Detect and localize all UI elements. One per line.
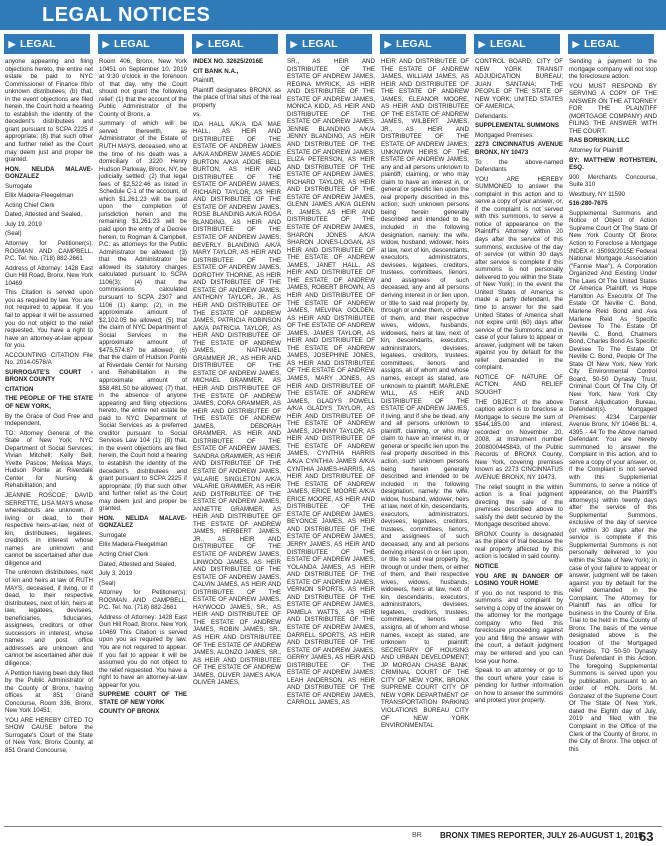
notice-paragraph: This Citation is served upon you as required by law. You are not required to appear. If you fail to appear it will be assumed you do not object to the relief requested. You have a right to have an attorney-at-law appear for you. bbox=[5, 289, 93, 350]
footer-rule bbox=[4, 826, 662, 827]
notice-paragraph: Speak to an attorney or go to the court where your case is pending for further information on how to answer the summons and protect your property. bbox=[475, 667, 563, 705]
page-number: 63 bbox=[639, 829, 654, 844]
notice-paragraph: Room 406, Bronx, New York 10451 on September 10, 2019 at 9:30 o'clock in the forenoon of that day, why the Court should not grant the following relief: (1) that the account of the Public Administrator of the County of Bronx, a bbox=[99, 58, 187, 118]
notice-column-5 bbox=[381, 58, 469, 824]
notice-paragraph: Westbury, NY 11590 bbox=[569, 190, 625, 198]
notice-paragraph: Defendants. bbox=[475, 112, 509, 120]
column-headings bbox=[0, 34, 666, 54]
notice-paragraph: 2273 CINCINNATUS AVENUE BRONX, NY 10473 bbox=[475, 141, 563, 157]
notice-paragraph: If you do not respond to this summons and complaint by serving a copy of the answer on the attorney for the mortgage company who filed this foreclosure proceeding against you and filing the answer with the court, a default judgment may be entered and you can lose your home. bbox=[475, 589, 563, 665]
notice-paragraph: IDA HALL A/K/A IDA MAE HALL, AS HEIR AND DISTRIBUTEE OF THE ESTATE OF ANDREW JAMES A/K/A ANDREW JAMES ADDIE BURTON A/K/A ADDIE BELL BURTON, AS HEIR AND DISTRIBUTEE OF THE ESTATE OF ANDREW JAMES, RICHARD TAYLOR, AS HEIR AND DISTRIBUTEE OF THE ESTATE OF ANDREW JAMES, ROSE BLANDING A/K/A ROSA BLANDING, AS HEIR AND DISTRIBUTEE OF THE ESTATE OF ANDREW JAMES; BEVERLY BLANDING A/K/A MARY TAYLOR, AS HEIR AND DISTRIBUTEE OF THE ESTATE OF ANDREW JAMES, DOROTHY THORNE, AS HEIR AND DISTRIBUTEE OF THE ESTATE OF ANDREW JAMES, ANTHONY TAYLOR, JR., AS HEIR AND DISTRIBUTEE OF THE ESTATE OF ANDREW JAMES, PATRICIA ROBINSON A/K/A PATRICIA TAYLOR, AS HEIR AND DISTRIBUTEE OF THE ESTATE OF ANDREW JAMES, NATHANIEL GRAMMER JR., AS HEIR AND DISTRIBUTEE OF THE ESTATE OF ANDREW JAMES, MICHAEL GRAMMER, AS HEIR AND DISTRIBUTEE OF THE ESTATE OF ANDREW JAMES, CORA GRAMMER, AS HEIR AND DISTRIBUTEE OF THE ESTATE OF ANDREW JAMES, DEBORAH GRAMMER, AS HEIR AND DISTRIBUTEE OF THE ESTATE OF ANDREW JAMES, SANDRA GRAMMER, AS HEIR AND DISTRIBUTEE OF THE ESTATE OF ANDREW JAMES, VALARIE SINGLETON A/K/A VALARIE GRAMMER, AS HEIR AND DISTRIBUTEE OF THE ESTATE OF ANDREW JAMES, ANNETTE GRAMMER, AS HEIR AND DISTRIBUTEE OF THE ESTATE OF ANDREW JAMES, HERBERT JAMES, JR., AS HEIR AND DISTRIBUTEE OF THE ESTATE OF ANDREW JAMES, LINWOOD JAMES, AS HEIR AND DISTRIBUTEE OF THE ESTATE OF ANDREW JAMES, CALVIN JAMES, AS HEIR AND DISTRIBUTEE OF THE ESTATE OF ANDREW JAMES, HAYWOOD JAMES, SR., AS HEIR AND DISTRIBUTEE OF THE ESTATE OF ANDREW JAMES, ROBIN JAMES, SR., AS HEIR AND DISTRIBUTEE OF THE ESTATE OF ANDREW JAMES, ALONZO JAMES, SR., AS HEIR AND DISTRIBUTEE OF THE ESTATE OF ANDREW JAMES, OLIVER JAMES A/K/A OLIVER JAMES, bbox=[193, 120, 281, 687]
notice-paragraph: COUNTY OF BRONX bbox=[99, 708, 160, 716]
notice-paragraph: TO: Attorney General of the State of New York; NYC Department of Social Services; Vivian Mitchell; Kelly Bell; Yvette Pascoe; Melissa Mays; Hudson Pointe at Riverdale Center for Nursing & Rehabilitation; and bbox=[5, 429, 93, 490]
notice-paragraph: YOU ARE HEREBY SUMMONED to answer the complaint in this action and to serve a copy of your answer, or, if the complaint is not served with this summons, to serve a notice of appearance on the Plaintiff's Attorney within 20 days after the service of this summons, exclusive of the day of service (or within 30 days after service is complete if this summons is not personally delivered to you within the State of New York); in the event the United States of America is made a party defendant, the time to answer for the said United States of America shall not expire until (60) days after service of the Summons; and in case of your failure to appear or answer, judgment will be taken against you by default for the relief demanded in the complaint. bbox=[475, 175, 563, 372]
column-heading-5: ▶ LEGAL bbox=[380, 34, 466, 54]
notice-paragraph: 516-280-7675 bbox=[569, 200, 608, 208]
notice-paragraph: (Seal) bbox=[5, 230, 22, 238]
notice-paragraph: Ellix Madera-Fleegelman bbox=[5, 192, 74, 200]
column-heading-6: ▶ LEGAL bbox=[474, 34, 560, 54]
notice-paragraph: NOTICE bbox=[475, 563, 499, 570]
notice-paragraph: INDEX NO. 32625/2016E bbox=[193, 58, 264, 65]
notice-paragraph: CIT BANK N.A., bbox=[193, 67, 239, 75]
legal-notices-banner bbox=[0, 0, 666, 30]
notice-paragraph: YOU ARE IN DANGER OF LOSING YOUR HOME bbox=[475, 572, 563, 588]
notice-paragraph: ACCOUNTING CITATION File No. 2014-0578/A bbox=[5, 351, 93, 367]
notice-paragraph: SUPREME COURT OF THE STATE OF NEW YORK bbox=[99, 691, 187, 706]
notice-paragraph: Sending a payment to the mortgage company will not stop the foreclosure action. bbox=[569, 58, 657, 81]
column-heading-3: ▶ LEGAL bbox=[192, 34, 278, 54]
notice-paragraph: Dated, Attested and Sealed, bbox=[99, 560, 177, 568]
footer-publication: BRONX TIMES REPORTER, JULY 26-AUGUST 1, 2019 bbox=[440, 831, 643, 840]
arrow-icon: ▶ bbox=[196, 39, 204, 49]
notice-paragraph: Attorney for Petitioner(s): ROGMAN AND CAMPBELL, P.C. Tel. No. (718) 882-2661 bbox=[99, 589, 187, 612]
notice-column-7 bbox=[569, 58, 657, 824]
notice-paragraph: Supplemental Summons and Notice of Object of Action Supreme Court Of The State Of New York County Of Bronx Action to Foreclose a Mortgage INDEX #: 35093/2015E Federal National Mortgage Association ("Fannie Mae"), A Corporation Organized And Existing Under The Laws Of The United States Of America Plaintiff, vs Hope Hamilton As Executrix Of The Estate Of Neville C. Bond, Marlene Reid Bond and Ava Marlene Reid As Specific Devisee To The Estate Of Neville C. Bond, Chalmers Bond, Charles Bond As Specific Devisee To The Estate Of Neville C. Bond, People Of The State Of New York, New York City Environmental Control Board, 50-50 Dynasty Trust, Criminal Court Of The City Of New York, New York City Transit Adjudication Bureau, Defendant(s). Mortgaged Premises: 4234 Carpenter Avenue Bronx, NY 10466 BL: 4, 4395 - 44 To the Above named Defendant: You are hereby summoned to answer the Complaint in this action, and to serve a copy of your answer, or, if the Complaint is not served with this Supplemental Summons, to serve a notice of appearance, on the Plaintiff's attorney(s) within twenty days after the service of this Supplemental Summons, exclusive of the day of service (or within 30 days after the service is complete if this Supplemental Summons is not personally delivered to you within the State of New York); in case of your failure to appear or answer, judgment will be taken against you by default for the relief demanded in the Complaint. The Attorney for Plaintiff has an office for business in the County of Erie. Trial to be held in the County of Bronx. The basis of the venue designated above is the location of the Mortgaged Premises. TO 50-50 Dynasty Trust Defendant in this Action. The foregoing Supplemental Summons is served upon you by publication, pursuant to an order of HON. Doris M. Gonzalez of the Supreme Court Of The State Of New York, dated the Eighth day of July, 2019 and filed with the Complaint in the Office of the Clerk of the County of Bronx, in the City of Bronx. The object of this bbox=[569, 209, 657, 753]
notice-paragraph: YOU ARE HEREBY CITED TO SHOW CAUSE before the Surrogate's Court of the State of New York, Bronx County, at 851 Grand Concourse, bbox=[5, 716, 93, 755]
notice-paragraph: THE OBJECT of the above caption action is to foreclose a Mortgage to secure the sum of $544,185.00 and interest, recorded on November 20, 2008, at Instrument number 2008000445843, of the Public Records of BRONX County, New York, covering premises known as 2273 CINCINNATUS AVENUE BRONX, NY 10473. bbox=[475, 398, 563, 481]
notice-column-3 bbox=[193, 58, 281, 824]
notice-paragraph: Ellix Madera-Fleegelman bbox=[99, 541, 168, 549]
notice-paragraph: THE PEOPLE OF THE STATE OF NEW YORK, bbox=[5, 395, 93, 410]
notice-paragraph: HON. NELIDA MALAVE-GONZALEZ bbox=[99, 514, 187, 530]
arrow-icon: ▶ bbox=[8, 39, 16, 49]
notice-paragraph: CONTROL BOARD; CITY OF NEW YORK TRANSIT ADJUDICATION BUREAU; JUAN SANTANA; THE PEOPLE OF THE STATE OF NEW YORK; UNITED STATES OF AMERICA; bbox=[475, 58, 563, 111]
notice-paragraph: Plaintiff designates BRONX as the place of trial situs of the real property bbox=[193, 86, 281, 109]
notice-paragraph: By the Grace of God Free and Independent, bbox=[5, 412, 93, 428]
notice-paragraph: summary of which will be served therewith, as Administrator of the Estate of RUTH MAYS, deceased, who at the time of his death was a domiciliary of 3220 Henry Hudson Parkway, Bronx, NY, be judicially settled; (2) that legal fees of $2,522.46 as listed in Schedule C-1 of the account, of which $1,261.23 will be paid upon the completion of jurisdiction herein and the remaining $1,261.23 will be paid upon the entry of a Decree herein, to Rogman & Campbell, P.C. as attorneys for the Public Administrator be allowed; (3) that the Administrator be allowed its statutory charges calculated pursuant to SCPA 1106(3); (4) that the commissions calculated pursuant to SCPA 2307 and 1106 (1) &amp; (2), in the approximate amount of $2,102.05 be allowed; (5) that the claim of NYC Department of Social Services in the approximate amount of $475,574.87 be allowed; (6) that the claim of Hudson Pointe at Riverdale Center for Nursing and Rehabilitation in the approximate amount of $58,481.50 be allowed; (7) that, in the absence of anyone appearing and filing objections hereto, the entire net estate be paid to NYC Department of Social Services as a preferred creditor pursuant to Social Services Law 104 (1); (8) that, in the event objections are filed herein, the Court hold a hearing to establish the identity of the decedent's distributees and grant pursuant to SCPA 2225 if appropriate; (9) that such other and further relief as the Court may deem just and proper be granted. bbox=[99, 120, 187, 513]
notice-paragraph: CITATION bbox=[5, 385, 34, 393]
notice-paragraph: HEIR AND DISTRIBUTEE OF THE ESTATE OF ANDREW JAMES, WILLIAM JAMES, AS HEIR AND DISTRIBUTEE OF THE ESTATE OF ANDREW JAMES, ELEANOR MOORE, AS HEIR AND DISTRIBUTEE OF THE ESTATE OF ANDREW JAMES, WILBERT JAMES, JR., AS HEIR AND DISTRIBUTEE OF THE ESTATE OF ANDREW JAMES; UNKNOWN HEIRS OF THE ESTATE OF ANDREW JAMES; any and all persons unknown to plaintiff, claiming, or who may claim to have an interest in, or general or specific lien upon the real property described in this action; such unknown persons being herein generally described and intended to be included in the following designation, namely: the wife, widow, husband, widower, heirs at law, next of kin, descendants, executors, administrators, devisees, legatees, creditors, trustees, committees, lienors, and assignees of such deceased, any and all persons deriving interest in or lien upon, or title to said real property by, through or under them, or either of them, and their respective wives, widows, husbands, widowers, heirs at law, next of kin, descendants, executors, administrators, devisees, legatees, creditors, trustees, committees, lienors and assigns, all of whom and whose names, except as stated, are unknown to plaintiff; MARLENE WILL, AS HEIR AND DISTRIBUTEE OF THE ESTATE OF ANDREW JAMES, if living, and if she be dead, any and all persons unknown to plaintiff, claiming, or who may claim to have an interest in, or general or specific lien upon the real property described in this action; such unknown persons being herein generally described and intended to be included in the following designation, namely: the wife, widow, husband, widower, heirs at law, next of kin, descendants, executors, administrators, devisees, legatees, creditors, trustees, committees, lienors, and assignees of such deceased, any and all persons deriving interest in or lien upon, or title to said real property by, through or under them, or either of them, and their respective wives, widows, husbands, widowers, heirs at law, next of kin, descendants, executors, administrators, devisees, legatees, creditors, trustees, committees, lienors and assigns, all of whom and whose names, except as stated, are unknown to plaintiff; SECRETARY OF HOUSING AND URBAN DEVELOPMENT; JP MORGAN CHASE BANK; CRIMINAL COURT OF THE CITY OF NEW YORK, BRONX SUPREME COURT CITY OF NEW YORK DEPARTMENT OF TRANSPORTATION PARKING VIOLATIONS BUREAU CITY OF NEW YORK ENVIRONMENTAL bbox=[381, 58, 469, 730]
notice-paragraph: YOU MUST RESPOND BY SERVING A COPY OF THE ANSWER ON THE ATTORNEY FOR THE PLAINTIFF (MORTGAGE COMPANY) AND FILING THE ANSWER WITH THE COURT. bbox=[569, 82, 657, 135]
column-heading-7: ▶ LEGAL bbox=[568, 34, 654, 54]
column-heading-2: ▶ LEGAL bbox=[98, 34, 184, 54]
notice-paragraph: July 19, 2019 bbox=[5, 220, 42, 228]
notice-paragraph: 900 Merchants Concourse, Suite 310 bbox=[569, 173, 657, 189]
notice-paragraph: (Seal) bbox=[99, 579, 116, 587]
notice-paragraph: Plaintiff, bbox=[193, 77, 215, 85]
footer-section-code: BR bbox=[412, 832, 422, 839]
notice-paragraph: Acting Chief Clerk bbox=[99, 551, 149, 558]
notice-paragraph: Acting Chief Clerk bbox=[5, 201, 55, 209]
notice-paragraph: SUPPLEMENTAL SUMMONS bbox=[475, 122, 559, 130]
arrow-icon: ▶ bbox=[384, 39, 392, 49]
notice-paragraph: Surrogate bbox=[5, 182, 33, 190]
notice-column-1 bbox=[5, 58, 93, 824]
notice-paragraph: Address of Attorney: 1428 East Gun Hill Road, Bronx, New York 10469 bbox=[5, 264, 93, 287]
arrow-icon: ▶ bbox=[572, 39, 580, 49]
notice-paragraph: RAS BORISKIN, LLC bbox=[569, 137, 630, 145]
notice-paragraph: July 3, 2019 bbox=[99, 570, 133, 578]
notice-paragraph: BY: MATTHEW ROTHSTEIN, ESQ. bbox=[569, 156, 657, 172]
notice-paragraph: The unknown distributees, next of kin and heirs at law of RUTH MAYS, deceased, if living, or if dead, to their respective distributees, next of kin, heirs at law, legatees, devisees, beneficiaries, fiduciaries, assignees, creditors or other successors in interest, whose names and post office addresses are unknown and cannot be ascertained after due diligence; bbox=[5, 569, 93, 668]
notice-paragraph: Address of Attorney: 1428 East Gun Hill Road, Bronx, New York 10469 This Citation is served upon you as required by law. You are not required to appear. If you fail to appear it will be assumed you do not object to the relief requested. You have a right to have an attorney-at-law appear for you. bbox=[99, 613, 187, 689]
arrow-icon: ▶ bbox=[290, 39, 298, 49]
notice-paragraph: To the above-named Defendants bbox=[475, 158, 563, 174]
notice-paragraph: HON. NELIDA MALAVE-GONZALEZ bbox=[5, 165, 93, 181]
notice-column-6 bbox=[475, 58, 563, 824]
notice-paragraph: Attorney for Plaintiff bbox=[569, 147, 623, 155]
notice-paragraph: Attorney for Petitioner(s): ROGMAN AND CAMPBELL, P.C. Tel. No. (718) 882-2661 bbox=[5, 240, 93, 263]
notice-paragraph: BRONX County is designated as the place of trial because the real property affected by this action is located in said county. bbox=[475, 530, 563, 561]
arrow-icon: ▶ bbox=[102, 39, 110, 49]
notice-paragraph: JEANNIE ROSCOE; DAVID SERRETTE, LISA MAYS whose whereabouts are unknown, if living or dead, to their respective heirs-at-law, next of kin, distributees, legatees, creditors in interest whose names are unknown and cannot be ascertained after due diligence and bbox=[5, 491, 93, 567]
notice-paragraph: Surrogate bbox=[99, 531, 127, 539]
notice-column-4 bbox=[287, 58, 375, 824]
notice-paragraph: anyone appearing and filing objections hereto, the entire net estate be paid to NYC Commissioner of Finance f/b/o unknown distributees; (b) that, in the event objections are filed herein, the Court hold a hearing to establish the identity of the decedent's distributees and grant pursuant to SCPA 2225 if appropriate; (8) that such other and further relief as the Court may deem just and proper be granted. bbox=[5, 58, 93, 164]
notice-paragraph: vs. bbox=[193, 111, 201, 119]
banner-title: LEGAL NOTICES bbox=[42, 4, 211, 26]
notice-column-2 bbox=[99, 58, 187, 824]
column-heading-4: ▶ LEGAL bbox=[286, 34, 372, 54]
notice-paragraph: Dated, Attested and Sealed, bbox=[5, 211, 83, 219]
column-heading-1: ▶ LEGAL bbox=[4, 34, 90, 54]
page-footer bbox=[0, 826, 666, 846]
notice-paragraph: A Petition having been duly filed by the Public Administrator of the County of Bronx, having offices at 851 Grand Concourse, Room 336, Bronx, New York 10451; bbox=[5, 669, 93, 715]
notice-paragraph: SR., AS HEIR AND DISTRIBUTEE OF THE ESTATE OF ANDREW JAMES, REGINA MYRICK, AS HEIR AND DISTRIBUTEE OF THE ESTATE OF ANDREW JAMES, MONICA KIDD, AS HEIR AND DISTRIBUTEE OF THE ESTATE OF ANDREW JAMES, JENNIE BLANDING A/K/A JENNY BLANDING, AS HEIR AND DISTRIBUTEE OF THE ESTATE OF ANDREW JAMES, ELIZA PETERSON, AS HEIR AND DISTRIBUTEE OF THE ESTATE OF ANDREW JAMES, RICHARD TAYLOR, AS HEIR AND DISTRIBUTEE OF THE ESTATE OF ANDREW JAMES, GLENN JAMES A/K/A GLENN R. JAMES, AS HEIR AND DISTRIBUTEE OF THE ESTATE OF ANDREW JAMES, SHARON JONES A/K/A SHARON JONES-LOGAN, AS HEIR AND DISTRIBUTEE OF THE ESTATE OF ANDREW JAMES, JANET HALL, AS HEIR AND DISTRIBUTEE OF THE ESTATE OF ANDREW JAMES, ROBERT BROWN, AS HEIR AND DISTRIBUTEE OF THE ESTATE OF ANDREW JAMES, MELVINA GOLDEN, AS HEIR AND DISTRIBUTEE OF THE ESTATE OF ANDREW JAMES, JAMES TAYLOR, AS HEIR AND DISTRIBUTEE OF THE ESTATE OF ANDREW JAMES, JOSEPHINE JONES, AS HEIR AND DISTRIBUTEE OF THE ESTATE OF ANDREW JAMES, MARY JONES, AS HEIR AND DISTRIBUTEE OF THE ESTATE OF ANDREW JAMES, GLADYS POWELL A/K/A GLADYS TAYLOR, AS HEIR AND DISTRIBUTEE OF THE ESTATE OF ANDREW JAMES, JOHNNY TAYLOR, AS HEIR AND DISTRIBUTEE OF THE ESTATE OF ANDREW JAMES, CYNTHIA HARRIS A/K/A CYNTHIA JAMES A/K/A CYNTHIA JAMES-HARRIS, AS HEIR AND DISTRIBUTEE OF THE ESTATE OF ANDREW JAMES, ERICE MOORE A/K/A ERICE MOORE, AS HEIR AND DISTRIBUTEE OF THE ESTATE OF ANDREW JAMES, BEYONCE JAMES, AS HEIR AND DISTRIBUTEE OF THE ESTATE OF ANDREW JAMES, JERRY JAMES, AS HEIR AND DISTRIBUTEE OF THE ESTATE OF ANDREW JAMES, YOLANDA JAMES, AS HEIR AND DISTRIBUTEE OF THE ESTATE OF ANDREW JAMES, VERNON SPORTS, AS HEIR AND DISTRIBUTEE OF THE ESTATE OF ANDREW JAMES, PAMELA WATTS, AS HEIR AND DISTRIBUTEE OF THE ESTATE OF ANDREW JAMES, DARRELL SPORTS, AS HEIR AND DISTRIBUTEE OF THE ESTATE OF ANDREW JAMES, GERRY JAMES, AS HEIR AND DISTRIBUTEE OF THE ESTATE OF ANDREW JAMES, LEAH ANDERSON, AS HEIR AND DISTRIBUTEE OF THE ESTATE OF ANDREW JAMES, CARROLL JAMES, AS bbox=[287, 58, 375, 707]
notice-paragraph: SURROGATE'S COURT - BRONX COUNTY bbox=[5, 368, 93, 384]
notice-paragraph: The relief sought in the within action is a final judgment directing the sale of the premises described above to satisfy the debt secured by the Mortgage described above. bbox=[475, 483, 563, 529]
notice-paragraph: Mortgaged Premises: bbox=[475, 131, 534, 139]
notice-paragraph: NOTICE OF NATURE OF ACTION AND RELIEF SOUGHT bbox=[475, 373, 563, 396]
notice-columns bbox=[0, 58, 666, 824]
arrow-icon: ▶ bbox=[478, 39, 486, 49]
